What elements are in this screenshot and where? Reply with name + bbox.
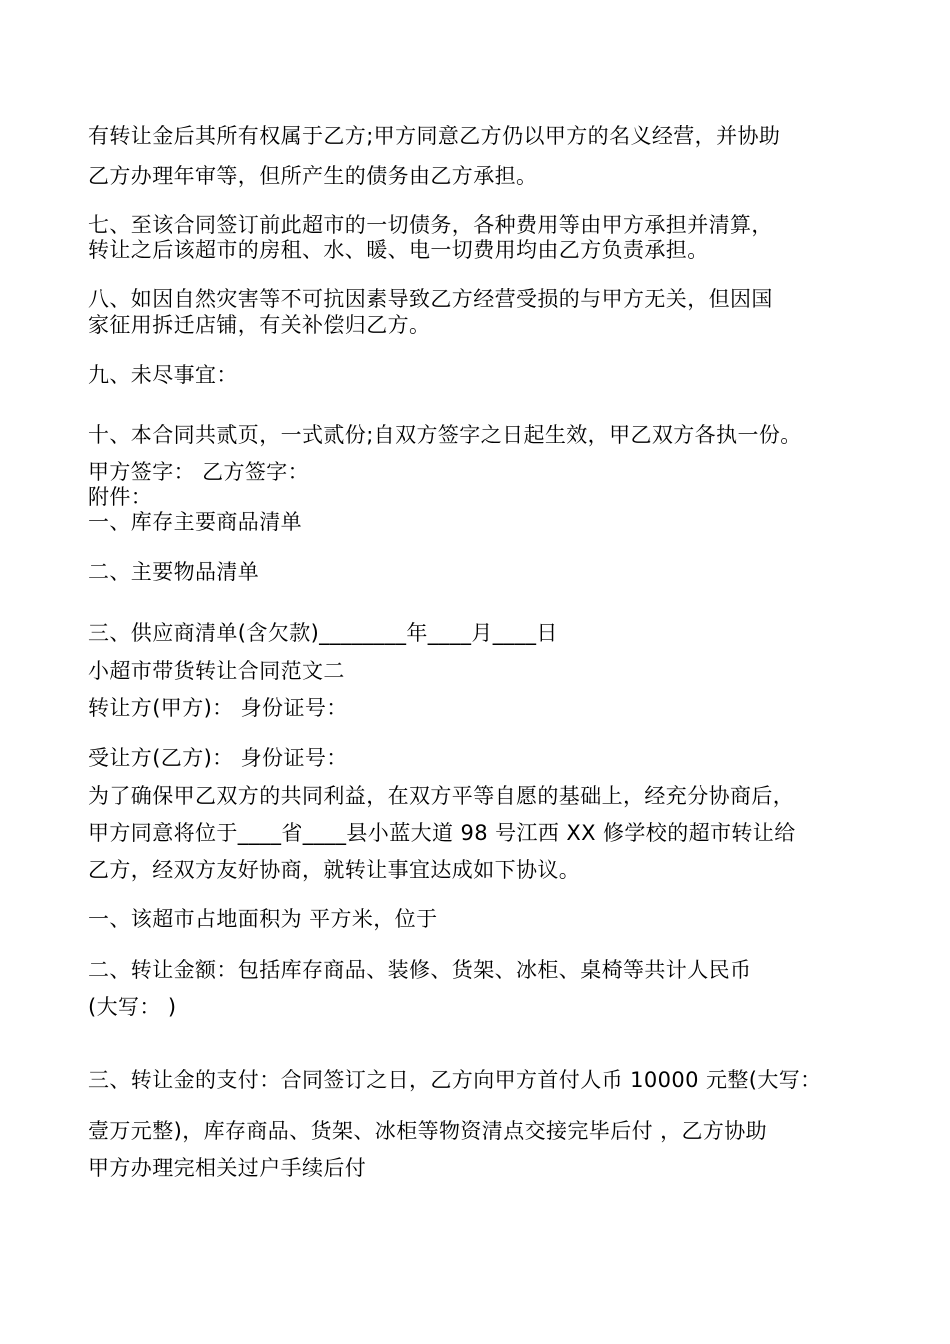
text-line: 一、该超市占地面积为 平方米，位于: [88, 907, 438, 931]
text-line: 乙方办理年审等，但所产生的债务由乙方承担。: [88, 164, 538, 188]
text-line: 壹万元整)，库存商品、货架、冰柜等物资清点交接完毕后付 ，乙方协助: [88, 1119, 768, 1143]
text-line: 十、本合同共贰页，一式贰份;自双方签字之日起生效，甲乙双方各执一份。: [88, 423, 802, 447]
text-line: 为了确保甲乙双方的共同利益，在双方平等自愿的基础上，经充分协商后，: [88, 784, 795, 808]
text-line: 有转让金后其所有权属于乙方;甲方同意乙方仍以甲方的名义经营，并协助: [88, 124, 781, 148]
text-line: 甲方办理完相关过户手续后付: [88, 1156, 367, 1180]
signature-line: 甲方签字： 乙方签字：: [88, 460, 310, 484]
text-line: 三、转让金的支付：合同签订之日，乙方向甲方首付人币 10000 元整(大写：: [88, 1068, 822, 1092]
text-line: 受让方(乙方)： 身份证号：: [88, 746, 348, 770]
text-line: 二、主要物品清单: [88, 560, 260, 584]
text-line: 三、供应商清单(含欠款)________年____月____日: [88, 621, 558, 645]
text-line: (大写： ): [88, 995, 177, 1019]
text-line: 转让方(甲方)： 身份证号：: [88, 696, 348, 720]
text-line: 乙方，经双方友好协商，就转让事宜达成如下协议。: [88, 858, 581, 882]
text-line: 七、至该合同签订前此超市的一切债务，各种费用等由甲方承担并清算，: [88, 213, 773, 237]
text-line: 转让之后该超市的房租、水、暖、电一切费用均由乙方负责承担。: [88, 238, 709, 262]
text-line: 八、如因自然灾害等不可抗因素导致乙方经营受损的与甲方无关，但因国: [88, 287, 773, 311]
text-line: 九、未尽事宜：: [88, 363, 238, 387]
text-line: 二、转让金额：包括库存商品、装修、货架、冰柜、桌椅等共计人民币: [88, 958, 752, 982]
section-title: 小超市带货转让合同范文二: [88, 659, 345, 683]
text-line: 一、库存主要商品清单: [88, 510, 302, 534]
text-line: 家征用拆迁店铺，有关补偿归乙方。: [88, 313, 431, 337]
text-line: 甲方同意将位于____省____县小蓝大道 98 号江西 XX 修学校的超市转让给: [88, 821, 796, 845]
attachments-heading: 附件：: [88, 485, 153, 509]
